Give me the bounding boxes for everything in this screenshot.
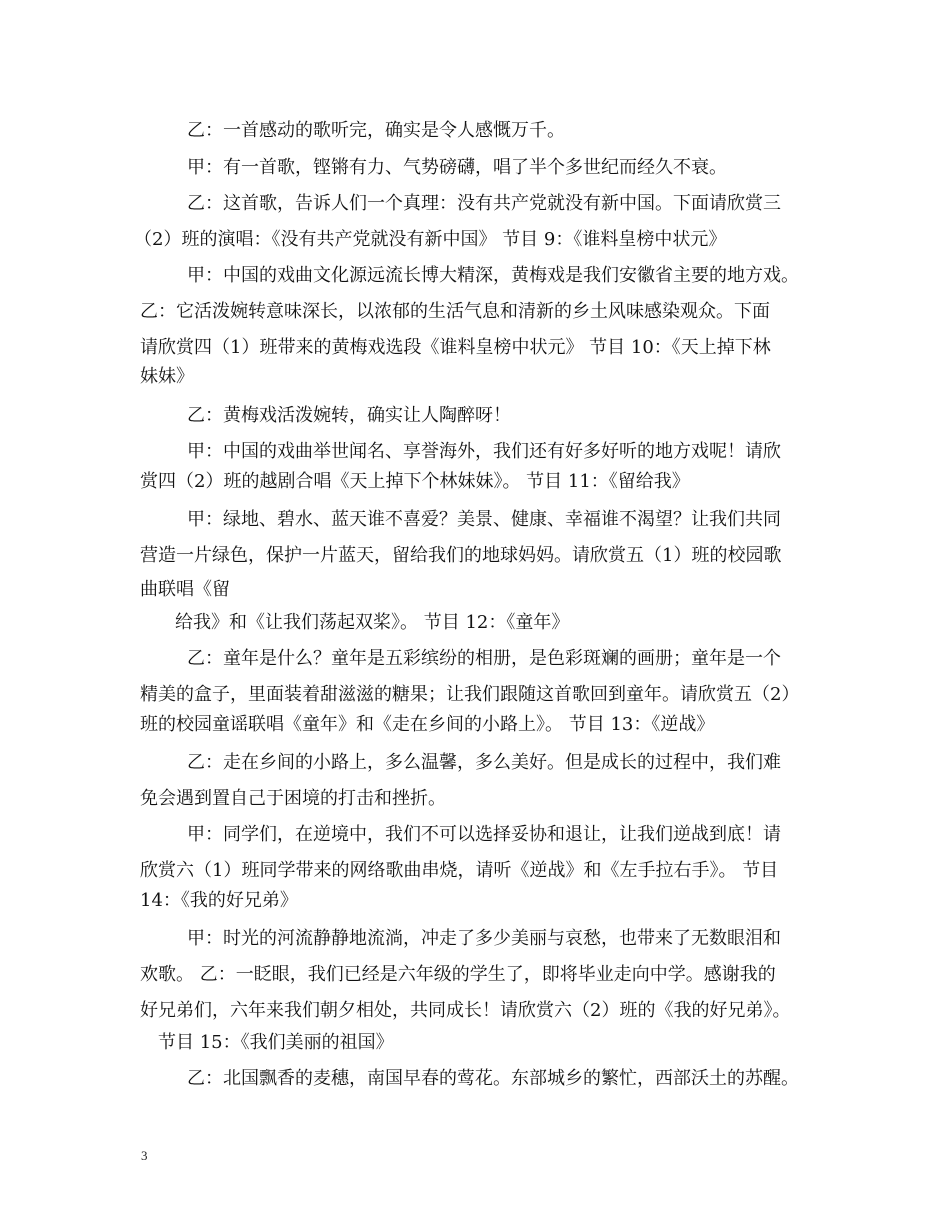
text-line: 甲：时光的河流静静地流淌，冲走了多少美丽与哀愁，也带来了无数眼泪和 <box>187 928 781 949</box>
text-line: 欣赏六（1）班同学带来的网络歌曲串烧，请听《逆战》和《左手拉右手》。 节目 <box>140 860 779 881</box>
text-line: 乙：走在乡间的小路上，多么温馨，多么美好。但是成长的过程中，我们难 <box>187 752 781 773</box>
text-line: 乙：黄梅戏活泼婉转，确实让人陶醉呀！ <box>187 405 511 426</box>
text-line: 欢歌。 乙：一眨眼，我们已经是六年级的学生了，即将毕业走向中学。感谢我的 <box>140 964 776 985</box>
text-line: 好兄弟们，六年来我们朝夕相处，共同成长！请欣赏六（2）班的《我的好兄弟》。 <box>140 1000 791 1021</box>
text-line: 免会遇到置自己于困境的打击和挫折。 <box>140 788 446 809</box>
text-line: （2）班的演唱：《没有共产党就没有新中国》 节目 9：《谁料皇榜中状元》 <box>134 229 727 250</box>
text-line: 甲：中国的戏曲举世闻名、享誉海外，我们还有好多好听的地方戏呢！请欣 <box>187 441 781 462</box>
text-line: 赏四（2）班的越剧合唱《天上掉下个林妹妹》。 节目 11：《留给我》 <box>140 471 690 492</box>
text-line: 节目 15：《我们美丽的祖国》 <box>158 1032 394 1053</box>
text-line: 14：《我的好兄弟》 <box>140 890 298 911</box>
text-line: 班的校园童谣联唱《童年》和《走在乡间的小路上》。 节目 13：《逆战》 <box>140 714 715 735</box>
text-line: 曲联唱《留 <box>140 579 230 600</box>
text-line: 妹妹》 <box>140 366 194 387</box>
text-line: 请欣赏四（1）班带来的黄梅戏选段《谁料皇榜中状元》 节目 10：《天上掉下林 <box>140 337 771 358</box>
text-line: 乙：童年是什么？童年是五彩缤纷的相册，是色彩斑斓的画册；童年是一个 <box>187 648 781 669</box>
text-line: 乙：这首歌，告诉人们一个真理：没有共产党就没有新中国。下面请欣赏三 <box>187 193 781 214</box>
text-line: 甲：绿地、碧水、蓝天谁不喜爱？美景、健康、幸福谁不渴望？让我们共同 <box>187 509 781 530</box>
text-line: 乙：北国飘香的麦穗，南国早春的莺花。东部城乡的繁忙，西部沃土的苏醒。 <box>187 1068 799 1089</box>
text-line: 甲：有一首歌，铿锵有力、气势磅礴，唱了半个多世纪而经久不衰。 <box>187 157 727 178</box>
text-line: 给我》和《让我们荡起双桨》。 节目 12：《童年》 <box>175 612 570 633</box>
text-line: 乙：一首感动的歌听完，确实是令人感慨万千。 <box>187 120 565 141</box>
text-line: 营造一片绿色，保护一片蓝天，留给我们的地球妈妈。请欣赏五（1）班的校园歌 <box>140 545 782 566</box>
page-number: 3 <box>141 1148 148 1163</box>
text-line: 甲：同学们，在逆境中，我们不可以选择妥协和退让，让我们逆战到底！请 <box>187 824 781 845</box>
text-line: 乙：它活泼婉转意味深长，以浓郁的生活气息和清新的乡土风味感染观众。下面 <box>140 301 770 322</box>
text-line: 甲：中国的戏曲文化源远流长博大精深，黄梅戏是我们安徽省主要的地方戏。 <box>187 265 799 286</box>
text-line: 精美的盒子，里面装着甜滋滋的糖果；让我们跟随这首歌回到童年。请欣赏五（2） <box>140 684 800 705</box>
